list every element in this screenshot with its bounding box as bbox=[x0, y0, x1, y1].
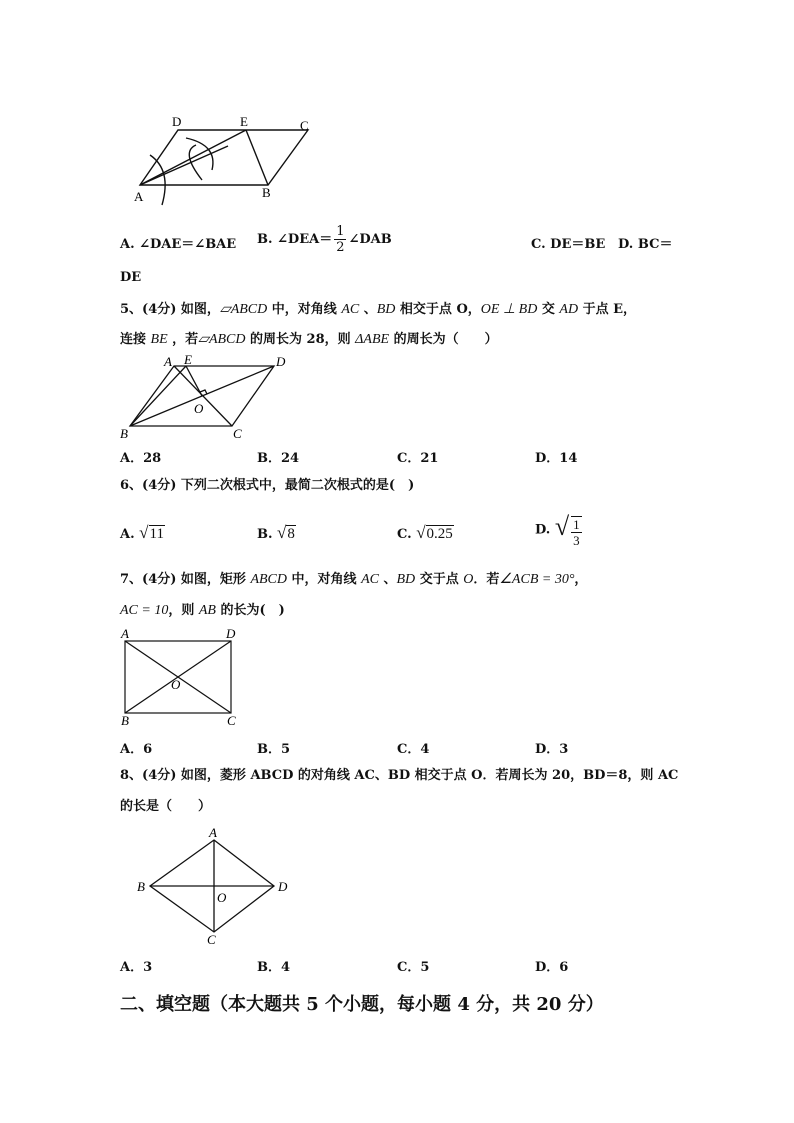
q5-option-a[interactable]: A．28 bbox=[120, 451, 162, 466]
option-letter: D. bbox=[535, 522, 551, 538]
label-e: E bbox=[184, 352, 192, 367]
label-b: B bbox=[137, 879, 145, 894]
text: 、 bbox=[378, 572, 397, 587]
radical-11: √11 bbox=[139, 523, 164, 542]
segment-ae bbox=[140, 130, 246, 185]
q8-option-d[interactable]: D．6 bbox=[535, 960, 569, 975]
option-letter: A. bbox=[120, 527, 135, 542]
q5-option-d[interactable]: D．14 bbox=[535, 451, 578, 466]
label-a: A bbox=[134, 189, 144, 204]
label-a: A bbox=[164, 354, 172, 369]
text: 中，对角线 bbox=[267, 302, 342, 317]
math-bd: BD bbox=[376, 302, 396, 317]
label-a: A bbox=[121, 626, 129, 641]
text: 连接 bbox=[120, 332, 151, 347]
q6-option-d[interactable] bbox=[535, 512, 584, 548]
option-letter: B. bbox=[257, 527, 273, 542]
radicand: 11 bbox=[149, 526, 164, 542]
text: 相交于点 O， bbox=[395, 302, 481, 317]
radicand: 8 bbox=[287, 526, 295, 542]
label-c: C bbox=[227, 713, 236, 728]
q7-number: 7、(4分) 如图，矩形 bbox=[120, 572, 251, 587]
q4-option-b-prefix: B. ∠DEA＝ bbox=[257, 232, 333, 247]
q7-option-b[interactable]: B．5 bbox=[257, 742, 291, 757]
label-o: O bbox=[171, 677, 181, 692]
label-d: D bbox=[226, 626, 236, 641]
fraction-denominator: 3 bbox=[573, 532, 580, 548]
section-heading-fill-in-blank: 二、填空题（本大题共 5 个小题，每小题 4 分，共 20 分） bbox=[120, 994, 604, 1015]
fraction-numerator: 1 bbox=[573, 516, 580, 532]
q5-option-c[interactable]: C．21 bbox=[397, 451, 439, 466]
q7-option-d[interactable]: D．3 bbox=[535, 742, 569, 757]
fraction-denominator: 2 bbox=[336, 240, 345, 255]
q6-stem: 6、(4分) 下列二次根式中，最简二次根式的是( ) bbox=[120, 478, 415, 493]
label-d: D bbox=[276, 354, 286, 369]
q7-option-a[interactable]: A．6 bbox=[120, 742, 153, 757]
label-d: D bbox=[172, 114, 182, 129]
math-be: BE bbox=[150, 332, 168, 347]
q8-option-c[interactable]: C．5 bbox=[397, 960, 430, 975]
text: ， bbox=[574, 572, 588, 587]
radical-8: √8 bbox=[277, 523, 295, 542]
text: 、 bbox=[359, 302, 377, 317]
q5-option-b[interactable]: B．24 bbox=[257, 451, 300, 466]
radicand: 0.25 bbox=[426, 526, 453, 542]
q8-stem-line1: 8、(4分) 如图，菱形 ABCD 的对角线 AC、BD 相交于点 O．若周长为 20，BD＝8，则 AC bbox=[120, 768, 679, 783]
label-d: D bbox=[278, 879, 288, 894]
q4-option-b[interactable] bbox=[257, 224, 392, 255]
label-b: B bbox=[120, 426, 128, 441]
text: 的周长为 28，则 bbox=[245, 332, 356, 347]
q5-stem-line1 bbox=[120, 300, 636, 320]
q8-stem-line2: 的长是（ ） bbox=[120, 799, 212, 814]
radical-0-25: √0.25 bbox=[416, 523, 453, 542]
math-ab: AB bbox=[198, 603, 216, 618]
math-ac: AC bbox=[361, 572, 379, 587]
figure-q8-rhombus bbox=[132, 826, 297, 948]
option-letter: C. bbox=[397, 527, 412, 542]
label-e: E bbox=[240, 114, 248, 129]
text: ．若 bbox=[473, 572, 500, 587]
q7-stem-line2 bbox=[120, 601, 285, 621]
label-b: B bbox=[262, 185, 271, 200]
text: 的长为( ) bbox=[215, 603, 285, 618]
math-abcd: ▱ABCD bbox=[198, 332, 246, 347]
math-triangle-abe: ΔABE bbox=[355, 332, 390, 347]
q4-option-d-continued: DE bbox=[120, 270, 142, 285]
q6-option-c[interactable] bbox=[397, 523, 454, 543]
fraction-numerator: 1 bbox=[336, 224, 345, 239]
math-abcd: ABCD bbox=[250, 572, 288, 587]
label-c: C bbox=[207, 932, 216, 947]
q6-option-a[interactable] bbox=[120, 523, 165, 543]
figure-parallelogram-construction bbox=[120, 110, 330, 210]
label-b: B bbox=[121, 713, 129, 728]
segment-be bbox=[130, 366, 186, 426]
text: ，若 bbox=[167, 332, 199, 347]
text: ，则 bbox=[168, 603, 199, 618]
label-a: A bbox=[209, 825, 217, 840]
q4-option-b-suffix: ∠DAB bbox=[348, 232, 392, 247]
figure-q7-rectangle bbox=[116, 625, 246, 727]
math-abcd: ▱ABCD bbox=[219, 302, 268, 317]
q4-option-d[interactable]: D. BC＝ bbox=[618, 237, 673, 252]
q6-option-b[interactable] bbox=[257, 523, 296, 543]
math-ac-10: AC = 10 bbox=[120, 603, 169, 618]
math-oe-perp-bd: OE ⊥ BD bbox=[480, 302, 538, 317]
math-bd: BD bbox=[396, 572, 416, 587]
label-o: O bbox=[194, 401, 204, 416]
q8-option-a[interactable]: A．3 bbox=[120, 960, 153, 975]
math-ac: AC bbox=[341, 302, 360, 317]
text: 于点 E， bbox=[578, 302, 637, 317]
math-o: O bbox=[463, 572, 474, 587]
text: 交于点 bbox=[415, 572, 464, 587]
figure-q5-parallelogram bbox=[116, 352, 296, 444]
fraction-half bbox=[334, 224, 346, 255]
q5-stem-line2 bbox=[120, 330, 498, 350]
q4-option-a[interactable]: A. ∠DAE＝∠BAE bbox=[120, 237, 237, 252]
segment-eb bbox=[246, 130, 268, 185]
label-c: C bbox=[233, 426, 242, 441]
text: 的周长为（ ） bbox=[389, 332, 498, 347]
label-o: O bbox=[217, 890, 227, 905]
radical-one-third: √ $\frac{1}{3}$ bbox=[554, 512, 580, 548]
math-ad: AD bbox=[559, 302, 579, 317]
q8-option-b[interactable]: B．4 bbox=[257, 960, 291, 975]
q4-option-c[interactable]: C. DE＝BE bbox=[531, 237, 606, 252]
text: 交 bbox=[537, 302, 560, 317]
text: 中，对角线 bbox=[287, 572, 362, 587]
label-c: C bbox=[300, 118, 309, 133]
parallelogram-abcd bbox=[140, 130, 308, 185]
q7-stem-line1 bbox=[120, 570, 587, 590]
q5-number: 5、(4分) 如图， bbox=[120, 302, 220, 317]
q7-option-c[interactable]: C．4 bbox=[397, 742, 430, 757]
math-angle-acb: ∠ACB = 30° bbox=[499, 572, 575, 587]
